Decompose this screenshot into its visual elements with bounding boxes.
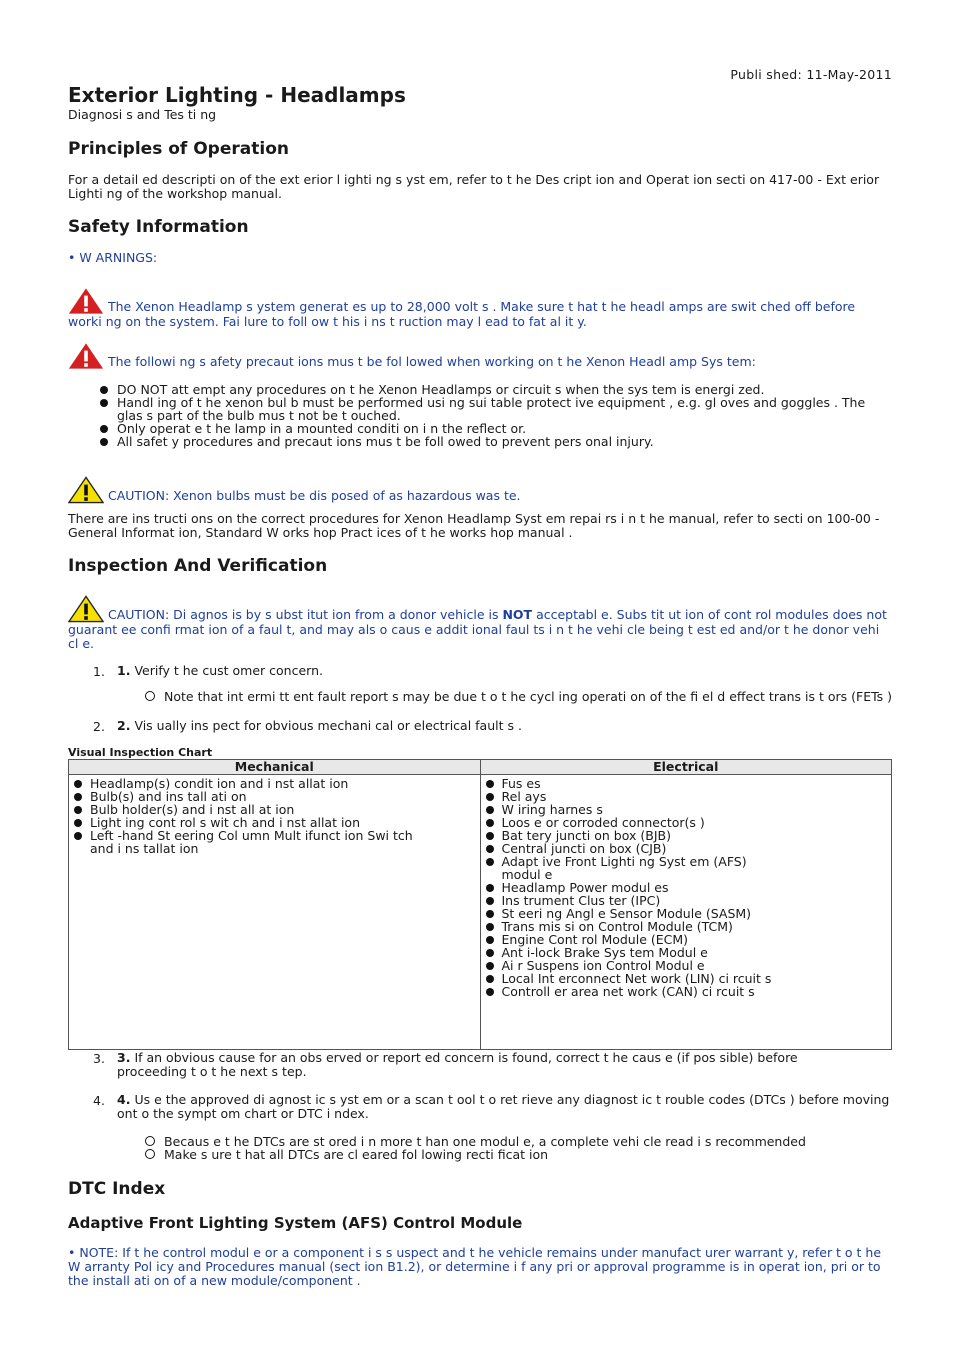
step-4-number: 4. <box>93 1093 105 1108</box>
list-item: Fus es <box>485 777 785 790</box>
step-1: 1. Verify t he cust omer concern. <box>117 663 323 678</box>
caution-2: CAUTION: Di agnos is by s ubst itut ion from a donor vehicle is NOT acceptabl e. Subs tit ut ion of cont rol modules does not guarant ee confi rmat ion of a faul t, and may als o caus e addit ional faul ts i n t he vehi cle being t est ed and/or t he donor vehi cl e. <box>68 595 892 651</box>
col-mechanical: Mechanical <box>69 760 481 775</box>
caution-icon <box>68 595 104 623</box>
step-4: 4. Us e the approved di agnost ic s yst em or a scan t ool t o ret rieve any diagnost ic t rouble codes (DTCs ) before moving ont o the sympt om chart or DTC i ndex. <box>117 1092 890 1121</box>
list-item: Bat tery juncti on box (BJB) <box>485 829 785 842</box>
electrical-cell <box>480 775 892 1050</box>
list-item: Trans mis si on Control Module (TCM) <box>485 920 785 933</box>
step-3-number: 3. <box>93 1051 105 1066</box>
step-1-number: 1. <box>93 664 105 679</box>
visual-inspection-table <box>68 759 892 1050</box>
list-item: Ant i-lock Brake Sys tem Modul e <box>485 946 785 959</box>
list-item: Engine Cont rol Module (ECM) <box>485 933 785 946</box>
list-item: Becaus e t he DTCs are st ored i n more t han one modul e, a complete vehi cle read i s recommended <box>145 1135 895 1148</box>
page-subtitle: Diagnosi s and Tes ti ng <box>68 107 217 122</box>
list-item: St eeri ng Angl e Sensor Module (SASM) <box>485 907 785 920</box>
step-2: 2. Vis ually ins pect for obvious mechani cal or electrical fault s . <box>117 718 522 733</box>
list-item: Make s ure t hat all DTCs are cl eared fol lowing recti ficat ion <box>145 1148 895 1161</box>
list-item: Headlamp Power modul es <box>485 881 785 894</box>
list-item: Ins trument Clus ter (IPC) <box>485 894 785 907</box>
list-item: Controll er area net work (CAN) ci rcuit s <box>485 985 785 998</box>
list-item: Handl ing of t he xenon bul b must be performed usi ng sui table protect ive equipment , e.g. gl oves and goggles . The glas s part of the bulb mus t not be t ouched. <box>100 396 890 422</box>
dtc-note: • NOTE: If t he control modul e or a component i s s uspect and t he vehicle remains under manufact urer warrant y, refer t o t he W arranty Pol icy and Procedures manual (sect ion B1.2), or determine i f any pri or approval programme is in operat ion, pri or to the install ati on of a new module/component . <box>68 1245 882 1288</box>
list-item: Note that int ermi tt ent fault report s may be due t o t he cycl ing operati on of the fi el d effect trans is t ors (FETs ) <box>145 690 895 703</box>
dtc-heading: DTC Index <box>68 1179 166 1199</box>
list-item: DO NOT att empt any procedures on t he Xenon Headlamps or circuit s when the sys tem is energi zed. <box>100 383 890 396</box>
warnings-label: • W ARNINGS: <box>68 250 158 265</box>
afs-heading: Adaptive Front Lighting System (AFS) Control Module <box>68 1214 523 1232</box>
list-item: Loos e or corroded connector(s ) <box>485 816 785 829</box>
repairs-text: There are ins tructi ons on the correct procedures for Xenon Headlamp Syst em repai rs i n t he manual, refer to secti on 100-00 - General Informat ion, Standard W orks hop Pract ices of t he works hop manual . <box>68 511 880 540</box>
caution-1: CAUTION: Xenon bulbs must be dis posed of as hazardous was te. <box>68 476 892 504</box>
warning-2-list <box>100 383 890 448</box>
inspection-heading: Inspection And Verification <box>68 556 328 576</box>
list-item: Rel ays <box>485 790 785 803</box>
caution-not: NOT <box>502 607 533 622</box>
list-item: Only operat e t he lamp in a mounted conditi on i n the reflect or. <box>100 422 890 435</box>
list-item: Central juncti on box (CJB) <box>485 842 785 855</box>
step-1-notes <box>145 690 895 703</box>
list-item: Light ing cont rol s wit ch and i nst allat ion <box>73 816 433 829</box>
safety-heading: Safety Information <box>68 217 249 237</box>
warning-icon <box>68 342 104 370</box>
step-2-number: 2. <box>93 719 105 734</box>
principles-text: For a detail ed descripti on of the ext erior l ighti ng s yst em, refer to t he Des cript ion and Operat ion secti on 417-00 - Ext erior Lighti ng of the workshop manual. <box>68 172 880 201</box>
list-item: Bulb(s) and ins tall ati on <box>73 790 433 803</box>
list-item: All safet y procedures and precaut ions mus t be foll owed to prevent pers onal injury. <box>100 435 890 448</box>
page-title: Exterior Lighting - Headlamps <box>68 83 406 107</box>
caution-icon <box>68 476 104 504</box>
chart-caption: Visual Inspection Chart <box>68 746 213 759</box>
principles-heading: Principles of Operation <box>68 139 289 159</box>
published-date: Publi shed: 11-May-2011 <box>730 67 892 82</box>
warning-icon <box>68 287 104 315</box>
list-item: Ai r Suspens ion Control Modul e <box>485 959 785 972</box>
list-item: Bulb holder(s) and i nst all at ion <box>73 803 433 816</box>
warning-2: The followi ng s afety precaut ions mus t be fol lowed when working on t he Xenon Headl amp Sys tem: <box>68 342 892 370</box>
step-3: 3. If an obvious cause for an obs erved or report ed concern is found, correct t he caus e (if pos sible) before proceeding t o t he next s tep. <box>117 1050 798 1079</box>
warning-1: The Xenon Headlamp s ystem generat es up to 28,000 volt s . Make sure t hat t he headl amps are swit ched off before worki ng on the system. Fai lure to foll ow t his i ns t ruction may l ead to fat al it y. <box>68 287 892 329</box>
list-item: Headlamp(s) condit ion and i nst allat ion <box>73 777 433 790</box>
list-item: W iring harnes s <box>485 803 785 816</box>
list-item: Left -hand St eering Col umn Mult ifunct ion Swi tch and i ns tallat ion <box>73 829 433 855</box>
mechanical-cell <box>69 775 481 1050</box>
step-4-notes <box>145 1135 895 1161</box>
col-electrical: Electrical <box>480 760 892 775</box>
list-item: Local Int erconnect Net work (LIN) ci rcuit s <box>485 972 785 985</box>
list-item: Adapt ive Front Lighti ng Syst em (AFS) modul e <box>485 855 785 881</box>
